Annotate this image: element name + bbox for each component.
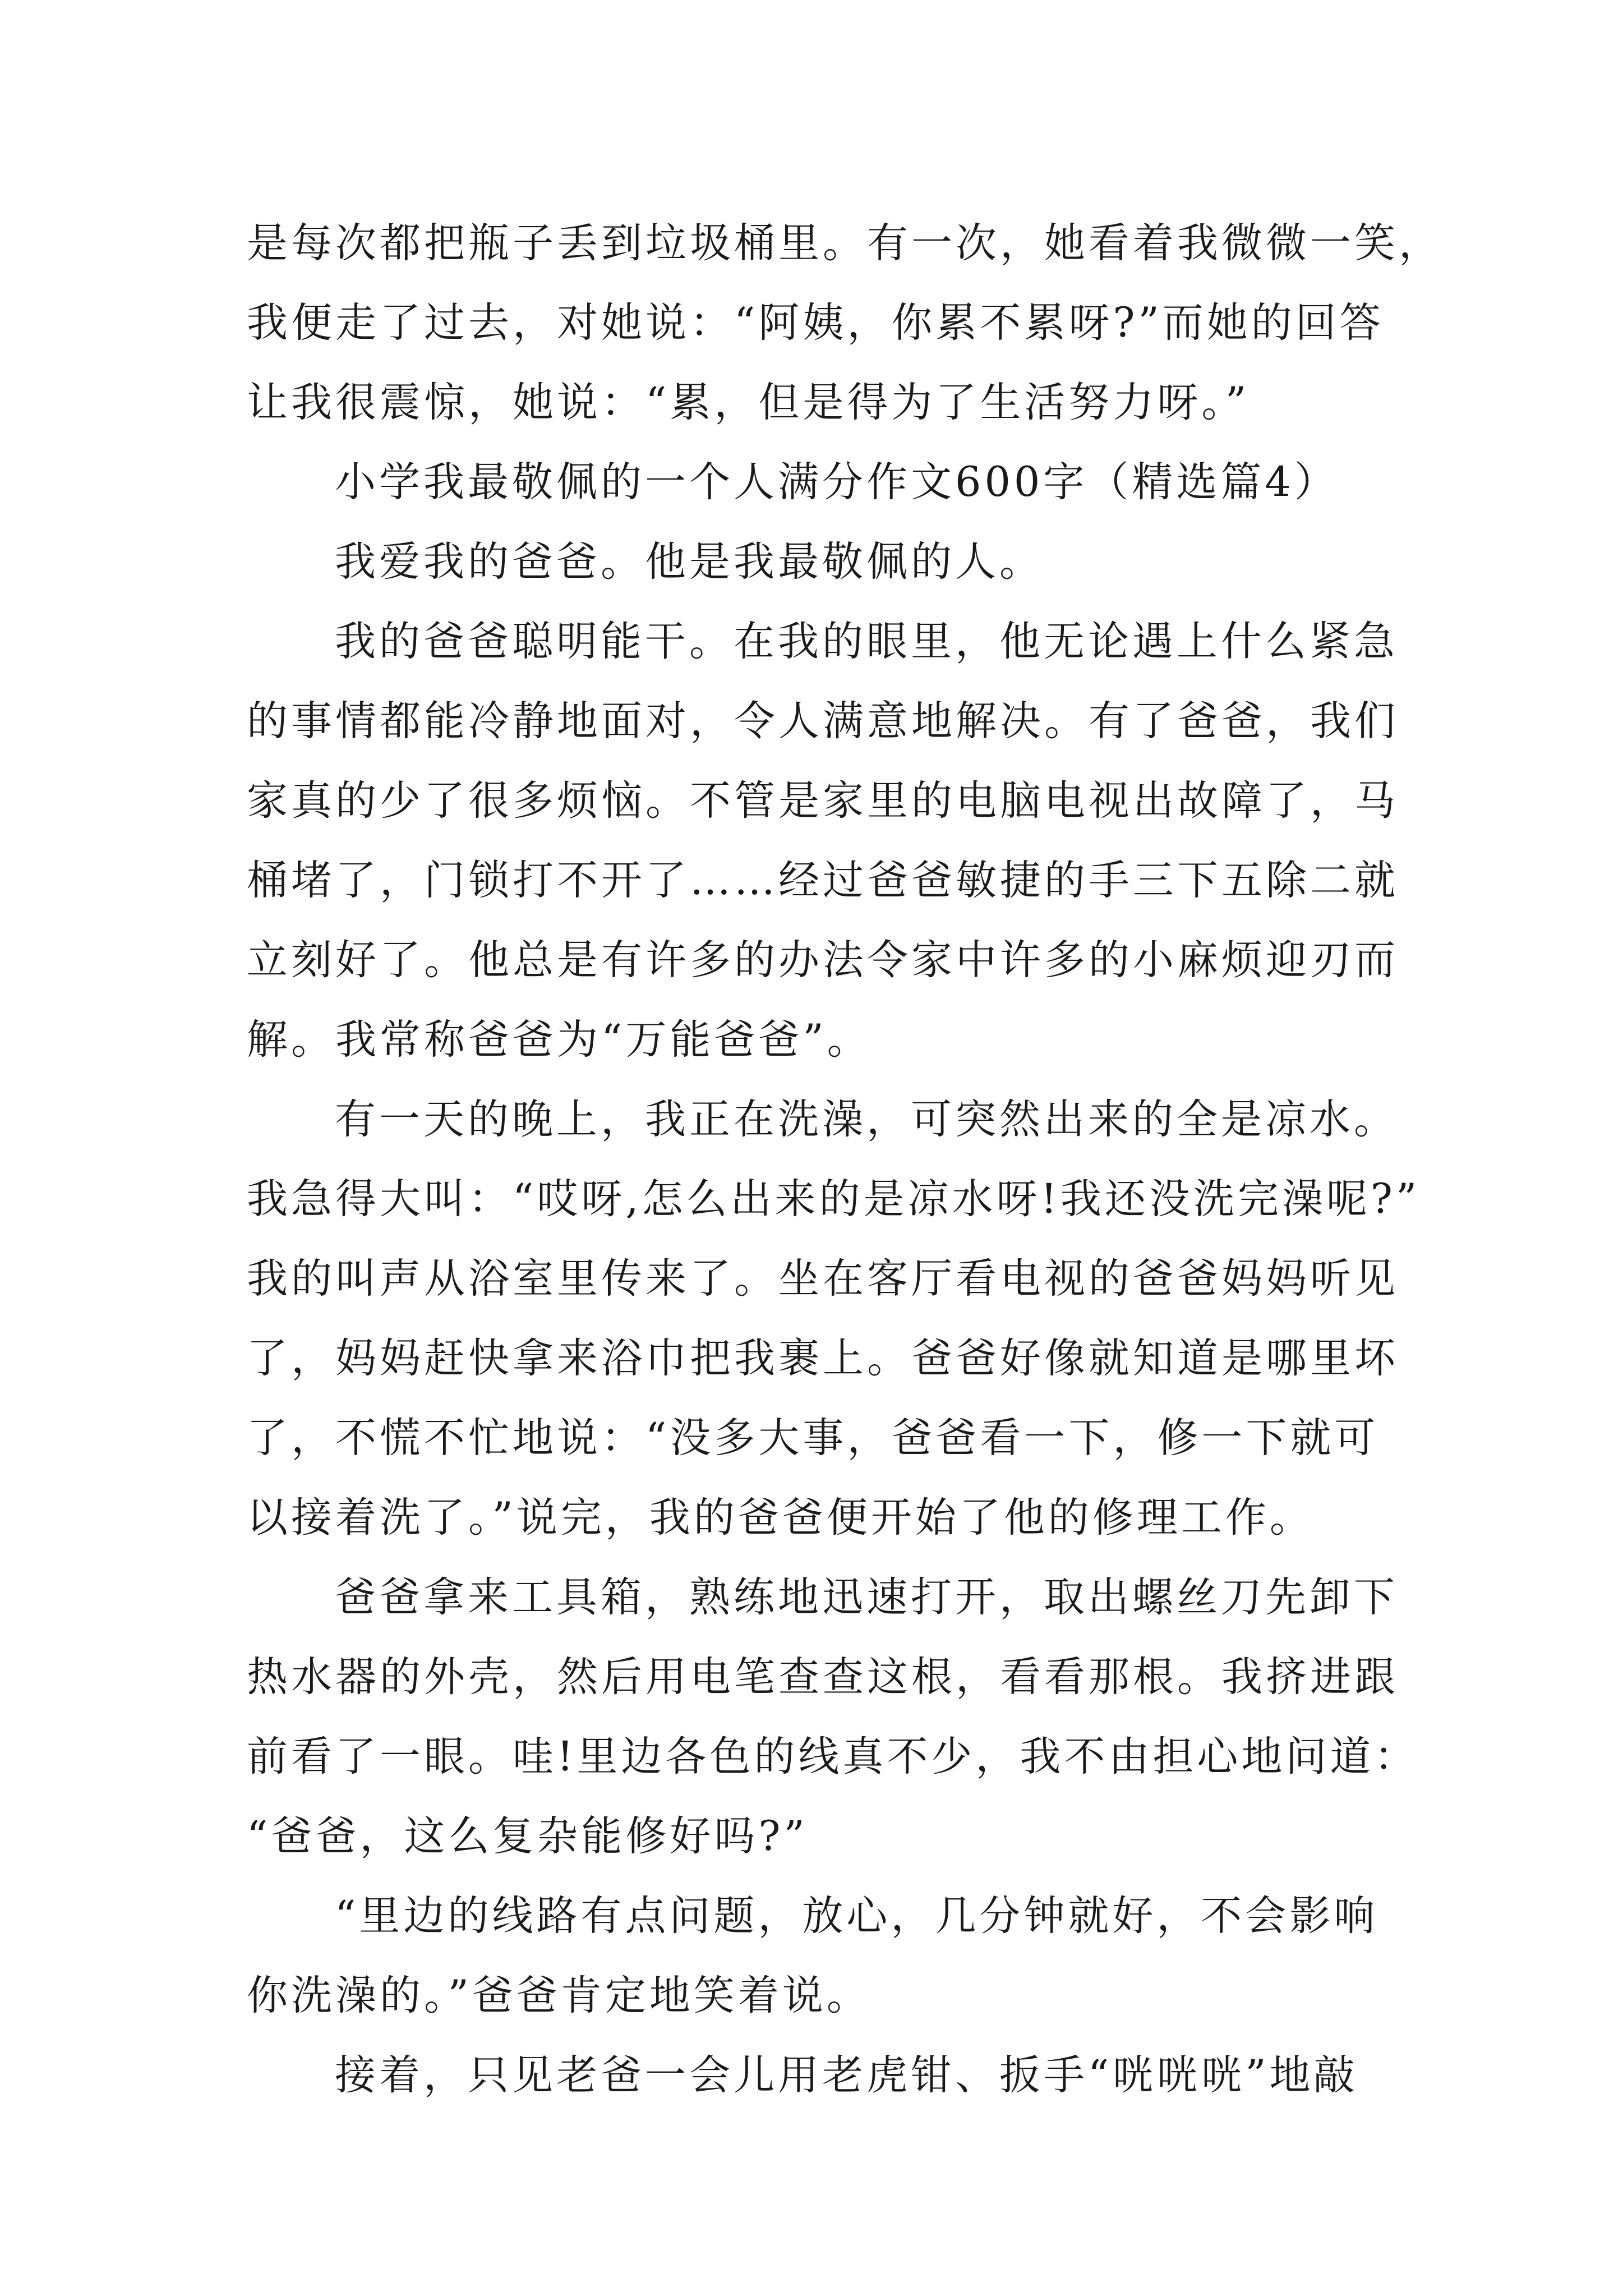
text-line: 爸爸拿来工具箱，熟练地迅速打开，取出螺丝刀先卸下 — [335, 1573, 1398, 1621]
text-line: 解。我常称爸爸为“万能爸爸”。 — [247, 1016, 872, 1064]
text-line: 你洗澡的。”爸爸肯定地笑着说。 — [247, 1972, 871, 2019]
text-line: 是每次都把瓶子丢到垃圾桶里。有一次，她看着我微微一笑， — [247, 219, 1443, 267]
text-line: 家真的少了很多烦恼。不管是家里的电脑电视出故障了，马 — [247, 777, 1399, 825]
text-line: “里边的线路有点问题，放心，几分钟就好，不会影响 — [335, 1892, 1378, 1940]
text-line: 立刻好了。他总是有许多的办法令家中许多的小麻烦迎刃而 — [247, 936, 1399, 984]
text-line: 我的爸爸聪明能干。在我的眼里，他无论遇上什么紧急 — [335, 618, 1398, 665]
text-line: 我便走了过去，对她说：“阿姨，你累不累呀?”而她的回答 — [247, 299, 1384, 347]
text-line: 桶堵了，门锁打不开了……经过爸爸敏捷的手三下五除二就 — [247, 857, 1399, 904]
text-line: 了，不慌不忙地说：“没多大事，爸爸看一下，修一下就可 — [247, 1414, 1379, 1462]
text-line: “爸爸，这么复杂能修好吗?” — [247, 1812, 808, 1860]
text-line: 以接着洗了。”说完，我的爸爸便开始了他的修理工作。 — [247, 1494, 1314, 1542]
text-line: 我爱我的爸爸。他是我最敬佩的人。 — [335, 538, 1044, 586]
text-line: 了，妈妈赶快拿来浴巾把我裹上。爸爸好像就知道是哪里坏 — [247, 1335, 1399, 1382]
section-heading: 小学我最敬佩的一个人满分作文600字（精选篇4） — [335, 458, 1339, 506]
text-line: 我的叫声从浴室里传来了。坐在客厅看电视的爸爸妈妈听见 — [247, 1255, 1399, 1303]
text-line: 有一天的晚上，我正在洗澡，可突然出来的全是凉水。 — [335, 1096, 1398, 1143]
text-line: 我急得大叫：“哎呀,怎么出来的是凉水呀!我还没洗完澡呢?” — [247, 1175, 1421, 1223]
text-line: 热水器的外壳，然后用电笔查查这根，看看那根。我挤进跟 — [247, 1653, 1399, 1701]
text-line: 让我很震惊，她说：“累，但是得为了生活努力呀。” — [247, 379, 1250, 426]
text-line: 的事情都能冷静地面对，令人满意地解决。有了爸爸，我们 — [247, 697, 1399, 745]
text-line: 前看了一眼。哇!里边各色的线真不少，我不由担心地问道： — [247, 1733, 1419, 1780]
text-line: 接着，只见老爸一会儿用老虎钳、扳手“咣咣咣”地敲 — [335, 2051, 1358, 2099]
